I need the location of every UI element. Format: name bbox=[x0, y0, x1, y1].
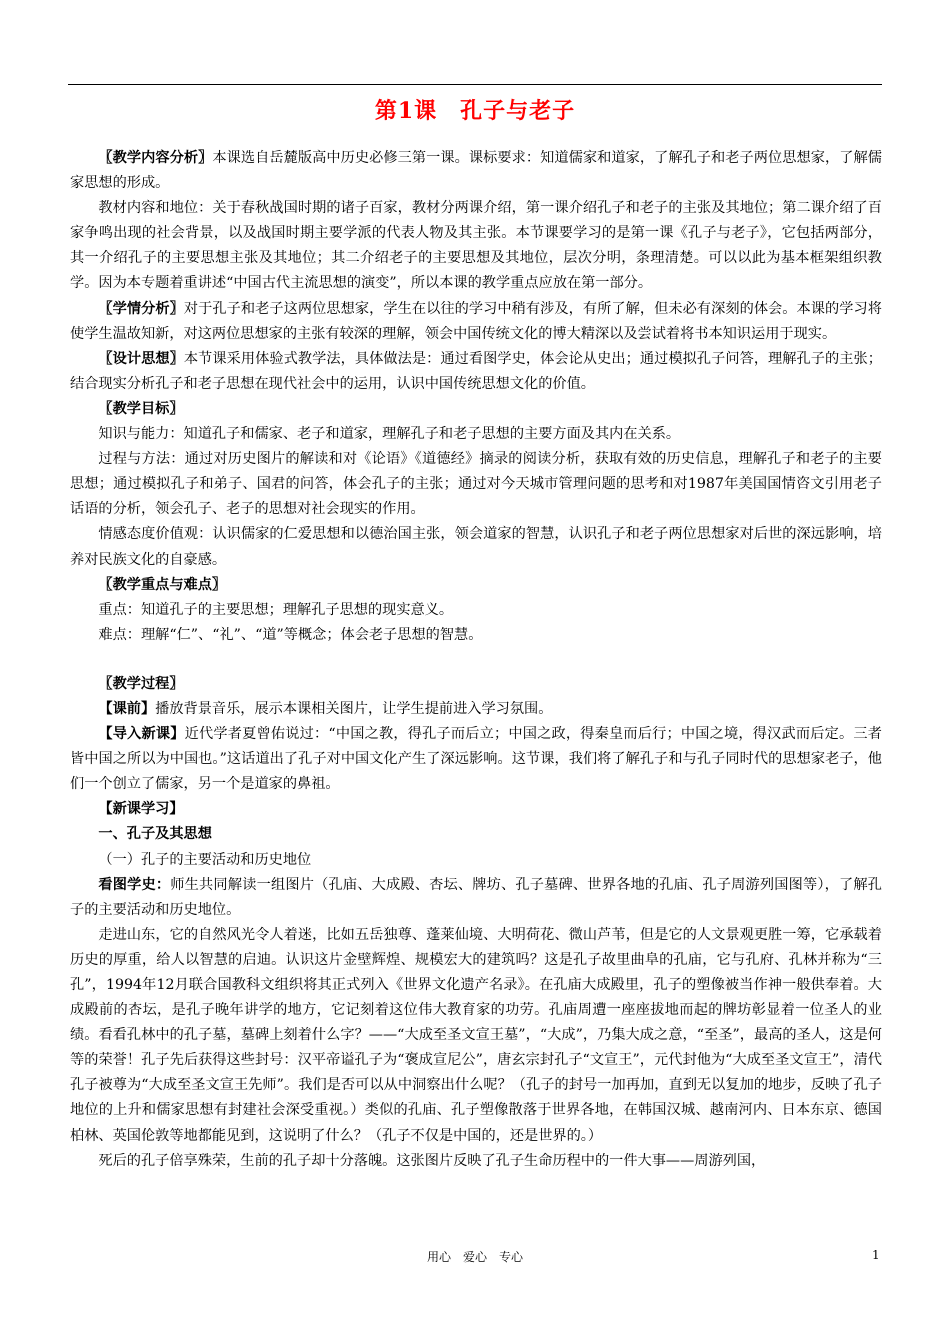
paragraph-text: 播放背景音乐，展示本课相关图片，让学生提前进入学习氛围。 bbox=[155, 700, 553, 717]
section-label: 〖学情分析〗 bbox=[98, 300, 184, 317]
heading-confucius-activities: （一）孔子的主要活动和历史地位 bbox=[98, 851, 312, 868]
paragraph-text: 本课选自岳麓版高中历史必修三第一课。课标要求：知道儒家和道家，了解孔子和老子两位思想家，了解儒家思想的形成。 bbox=[70, 150, 882, 192]
section-label: 一、孔子及其思想 bbox=[98, 826, 212, 843]
heading-new-lesson bbox=[70, 797, 882, 822]
heading-teaching-goals bbox=[70, 397, 882, 422]
paragraph-text: 师生共同解读一组图片（孔庙、大成殿、杏坛、牌坊、孔子墓碑、世界各地的孔庙、孔子周游列国图等），了解孔子的主要活动和历史地位。 bbox=[70, 876, 882, 918]
paragraph-picture-history bbox=[70, 873, 882, 923]
paragraph-knowledge: 知识与能力：知道孔子和儒家、老子和道家，理解孔子和老子思想的主要方面及其内在关系。 bbox=[98, 426, 681, 443]
section-label: 【新课学习】 bbox=[98, 801, 184, 818]
section-label: 〖教学目标〗 bbox=[98, 400, 184, 417]
paragraph-key-point: 重点：知道孔子的主要思想；理解孔子思想的现实意义。 bbox=[98, 601, 454, 618]
section-label: 〖教学内容分析〗 bbox=[98, 150, 213, 166]
heading-confucius-thought bbox=[70, 822, 882, 847]
document-body bbox=[70, 146, 882, 1174]
heading-teaching-process bbox=[70, 672, 882, 697]
section-label: 【课前】 bbox=[98, 700, 156, 717]
paragraph-student-analysis bbox=[70, 297, 882, 347]
heading-key-points bbox=[70, 573, 882, 598]
paragraph-text: 近代学者夏曾佑说过：“中国之教，得孔子而后立；中国之政，得秦皇而后行；中国之境，得汉武而后定。三者皆中国之所以为中国也。”这话道出了孔子对中国文化产生了深远影响。这节课，我们将了解孔子和与孔子同时代的思想家老子，他们一个创立了儒家，另一个是道家的鼻祖。 bbox=[70, 726, 882, 793]
paragraph-design-idea bbox=[70, 347, 882, 397]
section-label: 〖设计思想〗 bbox=[98, 350, 184, 367]
paragraph-shandong: 走进山东，它的自然风光令人着迷，比如五岳独尊、蓬莱仙境、大明荷花、微山芦苇，但是它的人文景观更胜一筹，它承载着历史的厚重，给人以智慧的启迪。认识这片金壁辉煌、规模宏大的建筑吗？这是孔子故里曲阜的孔庙，它与孔府、孔林并称为“三孔”，1994年12月联合国教科文组织将其正式列入《世界文化遗产名录》。在孔庙大成殿里，孔子的塑像被当作神一般供奉着。大成殿前的杏坛，是孔子晚年讲学的地方，它记刻着这位伟大教育家的功劳。孔庙周遭一座座拔地而起的牌坊彰显着一位圣人的业绩。看看孔林中的孔子墓，墓碑上刻着什么字？——“大成至圣文宣王墓”，“大成”，乃集大成之意，“至圣”，最高的圣人，这是何等的荣誉！孔子先后获得这些封号：汉平帝谥孔子为“褒成宣尼公”，唐玄宗封孔子“文宣王”，元代封他为“大成至圣文宣王”，清代孔子被尊为“大成至圣文宣王先师”。我们是否可以从中洞察出什么呢？（孔子的封号一加再加，直到无以复加的地步，反映了孔子地位的上升和儒家思想有封建社会深受重视。）类似的孔庙、孔子塑像散落于世界各地，在韩国汉城、越南河内、日本东京、德国柏林、英国伦敦等地都能见到，这说明了什么？（孔子不仅是中国的，还是世界的。） bbox=[70, 926, 882, 1144]
page-footer: 用心 爱心 专心 bbox=[426, 1250, 523, 1264]
paragraph-text: 本节课采用体验式教学法，具体做法是：通过看图学史，体会论从史出；通过模拟孔子问答，理解孔子的主张；结合现实分析孔子和老子思想在现代社会中的运用，认识中国传统思想文化的价值。 bbox=[70, 350, 882, 392]
paragraph-values: 情感态度价值观：认识儒家的仁爱思想和以德治国主张，领会道家的智慧，认识孔子和老子两位思想家对后世的深远影响，培养对民族文化的自豪感。 bbox=[70, 526, 882, 568]
section-label: 【导入新课】 bbox=[98, 726, 185, 743]
paragraph-text: 对于孔子和老子这两位思想家，学生在以往的学习中稍有涉及，有所了解，但未必有深刻的体会。本课的学习将使学生温故知新，对这两位思想家的主张有较深的理解，领会中国传统文化的博大精深以及尝试着将书本知识运用于现实。 bbox=[70, 300, 882, 342]
section-label: 〖教学过程〗 bbox=[98, 675, 184, 692]
paragraph-textbook-position: 教材内容和地位：关于春秋战国时期的诸子百家，教材分两课介绍，第一课介绍孔子和老子的主张及其地位；第二课介绍了百家争鸣出现的社会背景，以及战国时期主要学派的代表人物及其主张。本节课要学习的是第一课《孔子与老子》，它包括两部分，其一介绍孔子的主要思想主张及其地位；其二介绍老子的主要思想及其地位，层次分明，条理清楚。可以以此为基本框架组织教学。因为本专题着重讲述“中国古代主流思想的演变”，所以本课的教学重点应放在第一部分。 bbox=[70, 200, 882, 292]
section-label: 看图学史： bbox=[98, 876, 171, 893]
page-number: 1 bbox=[872, 1248, 880, 1262]
paragraph-process-method: 过程与方法：通过对历史图片的解读和对《论语》《道德经》摘录的阅读分析，获取有效的历史信息，理解孔子和老子的主要思想；通过模拟孔子和弟子、国君的问答，体会孔子的主张；通过对今天城市管理问题的思考和对1987年美国国情咨文引用老子话语的分析，领会孔子、老子的思想对社会现实的作用。 bbox=[70, 451, 882, 518]
paragraph-introduction bbox=[70, 722, 882, 797]
paragraph-before-class bbox=[70, 697, 882, 722]
spacer bbox=[70, 648, 882, 672]
section-label: 〖教学重点与难点〗 bbox=[98, 576, 227, 593]
paragraph-travels: 死后的孔子倍享殊荣，生前的孔子却十分落魄。这张图片反映了孔子生命历程中的一件大事——周游列国， bbox=[98, 1152, 766, 1169]
paragraph-difficult-point: 难点：理解“仁”、“礼”、“道”等概念；体会老子思想的智慧。 bbox=[98, 626, 483, 643]
lesson-title: 第1课 孔子与老子 bbox=[374, 98, 576, 124]
header-rule bbox=[68, 84, 882, 85]
paragraph-content-analysis bbox=[70, 146, 882, 196]
